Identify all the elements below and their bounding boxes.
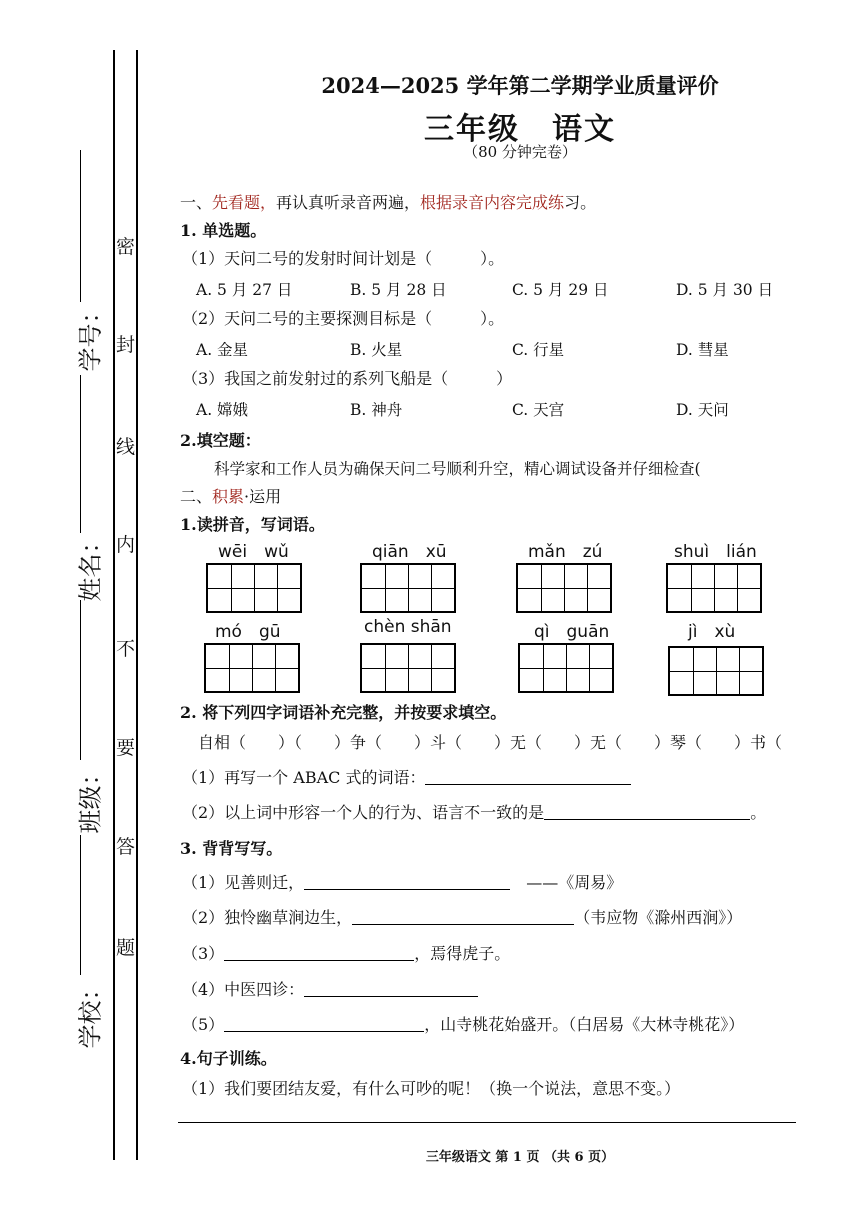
section1-text-red: 先看题， xyxy=(212,193,277,212)
seal-char: 线 xyxy=(116,436,136,458)
recite-source: ——《周易》 xyxy=(526,873,623,892)
writing-grid[interactable] xyxy=(360,643,456,693)
recite-source: （韦应物《滁州西涧》） xyxy=(574,908,743,927)
option-b[interactable]: B. 火星 xyxy=(350,341,403,359)
pinyin-label: mǎn zú xyxy=(528,542,603,562)
section2-number: 二、 xyxy=(180,487,213,506)
option-b[interactable]: B. 5 月 28 日 xyxy=(350,281,447,299)
writing-grid[interactable] xyxy=(666,563,762,613)
recite-answer-line[interactable] xyxy=(224,944,414,961)
option-d[interactable]: D. 5 月 30 日 xyxy=(676,281,774,299)
option-c[interactable]: C. 行星 xyxy=(512,341,565,359)
option-c[interactable]: C. 5 月 29 日 xyxy=(512,281,609,299)
option-d[interactable]: D. 彗星 xyxy=(676,341,729,359)
seal-char: 内 xyxy=(116,534,136,556)
recite-item xyxy=(182,870,622,893)
seal-char: 封 xyxy=(116,334,136,356)
seal-char: 题 xyxy=(116,937,136,959)
recite-text: （3） xyxy=(182,944,225,963)
student-id-label: 学号： xyxy=(76,299,105,372)
pinyin-label: wēi wǔ xyxy=(218,542,289,562)
pinyin-label: shuì lián xyxy=(674,542,757,562)
question-stem: （2）天问二号的主要探测目标是（ ）。 xyxy=(182,309,505,328)
option-c[interactable]: C. 天宫 xyxy=(512,401,565,419)
question-title: 4.句子训练。 xyxy=(180,1049,277,1068)
writing-grid[interactable] xyxy=(668,646,764,696)
idiom-blanks: 自相（ ）（ ）争（ ）斗（ ）无（ ）无（ ）琴（ ）书（ xyxy=(198,733,783,752)
recite-text: （4）中医四诊： xyxy=(182,980,305,999)
student-id-field[interactable] xyxy=(80,150,81,302)
binding-line-left xyxy=(113,50,115,1160)
question-title: 2. 将下列四字词语补充完整，并按要求填空。 xyxy=(180,703,507,722)
seal-char: 答 xyxy=(116,836,136,858)
sentence-answer-line[interactable] xyxy=(178,1122,796,1123)
question-stem: （3）我国之前发射过的系列飞船是（ ） xyxy=(182,369,513,388)
recite-text: ，焉得虎子。 xyxy=(414,944,511,963)
recite-item xyxy=(182,941,510,964)
recite-source: ，山寺桃花始盛开。（白居易《大林寺桃花》） xyxy=(424,1015,745,1034)
option-a[interactable]: A. 嫦娥 xyxy=(196,401,249,419)
section2-heading xyxy=(180,484,281,507)
recite-answer-line[interactable] xyxy=(304,873,510,890)
option-a[interactable]: A. 5 月 27 日 xyxy=(196,281,293,299)
inconsistent-question-text: （2）以上词中形容一个人的行为、语言不一致的是 xyxy=(182,803,545,822)
pinyin-label: qiān xū xyxy=(372,542,447,562)
recite-item xyxy=(182,1012,744,1035)
recite-text: （5） xyxy=(182,1015,225,1034)
section1-text: 再认真听录音两遍， xyxy=(276,193,421,212)
writing-grid[interactable] xyxy=(516,563,612,613)
sentence-question: （1）我们要团结友爱，有什么可吵的呢！（换一个说法，意思不变。） xyxy=(182,1079,681,1098)
inconsistent-answer-line[interactable] xyxy=(544,803,750,820)
recite-text: （1）见善则迁， xyxy=(182,873,305,892)
recite-answer-line[interactable] xyxy=(352,908,574,925)
section1-text-red: 根据录音内容完成练 xyxy=(420,193,565,212)
school-label: 学校： xyxy=(76,976,105,1049)
option-d[interactable]: D. 天问 xyxy=(676,401,729,419)
seal-char: 不 xyxy=(116,638,136,660)
pinyin-label: jì xù xyxy=(688,622,736,642)
option-a[interactable]: A. 金星 xyxy=(196,341,249,359)
binding-line-right xyxy=(136,50,138,1160)
seal-char: 密 xyxy=(116,236,136,258)
page-footer: 三年级语文 第 1 页 （共 6 页） xyxy=(425,1150,615,1165)
pinyin-label: mó gū xyxy=(215,622,281,642)
section1-heading xyxy=(180,190,596,213)
option-b[interactable]: B. 神舟 xyxy=(350,401,403,419)
writing-grid[interactable] xyxy=(204,643,300,693)
question-stem: （1）天问二号的发射时间计划是（ ）。 xyxy=(182,249,505,268)
writing-grid[interactable] xyxy=(206,563,302,613)
abac-question xyxy=(182,765,631,788)
question-title: 3. 背背写写。 xyxy=(180,839,283,858)
section2-text: ·运用 xyxy=(244,487,282,506)
section2-text-red: 积累 xyxy=(212,487,245,506)
writing-grid[interactable] xyxy=(360,563,456,613)
recite-item xyxy=(182,905,742,928)
name-label: 姓名： xyxy=(76,529,105,602)
pinyin-label: chèn shān xyxy=(364,617,452,637)
question-title: 2.填空题： xyxy=(180,431,261,450)
seal-char: 要 xyxy=(116,737,136,759)
abac-question-text: （1）再写一个 ABAC 式的词语： xyxy=(182,768,426,787)
recite-answer-line[interactable] xyxy=(224,1015,424,1032)
class-label: 班级： xyxy=(76,761,105,834)
section1-number: 一、 xyxy=(180,193,213,212)
recite-item xyxy=(182,977,478,1000)
question-title: 1.读拼音，写词语。 xyxy=(180,515,325,534)
exam-title: 2024—2025 学年第二学期学业质量评价 xyxy=(321,73,719,98)
inconsistent-question xyxy=(182,800,766,823)
period: 。 xyxy=(750,803,767,822)
recite-text: （2）独怜幽草涧边生， xyxy=(182,908,353,927)
name-field[interactable] xyxy=(80,375,81,533)
class-field[interactable] xyxy=(80,600,81,760)
section1-text: 习。 xyxy=(564,193,597,212)
abac-answer-line[interactable] xyxy=(425,768,631,785)
fill-blank-text: 科学家和工作人员为确保天问二号顺利升空，精心调试设备并仔细检查( xyxy=(214,460,701,478)
school-field[interactable] xyxy=(80,835,81,975)
exam-duration: （80 分钟完卷） xyxy=(463,143,577,161)
writing-grid[interactable] xyxy=(518,643,614,693)
question-title: 1. 单选题。 xyxy=(180,221,267,240)
pinyin-label: qì guān xyxy=(534,622,610,642)
recite-answer-line[interactable] xyxy=(304,980,478,997)
exam-subject: 三年级 语文 xyxy=(424,112,616,147)
